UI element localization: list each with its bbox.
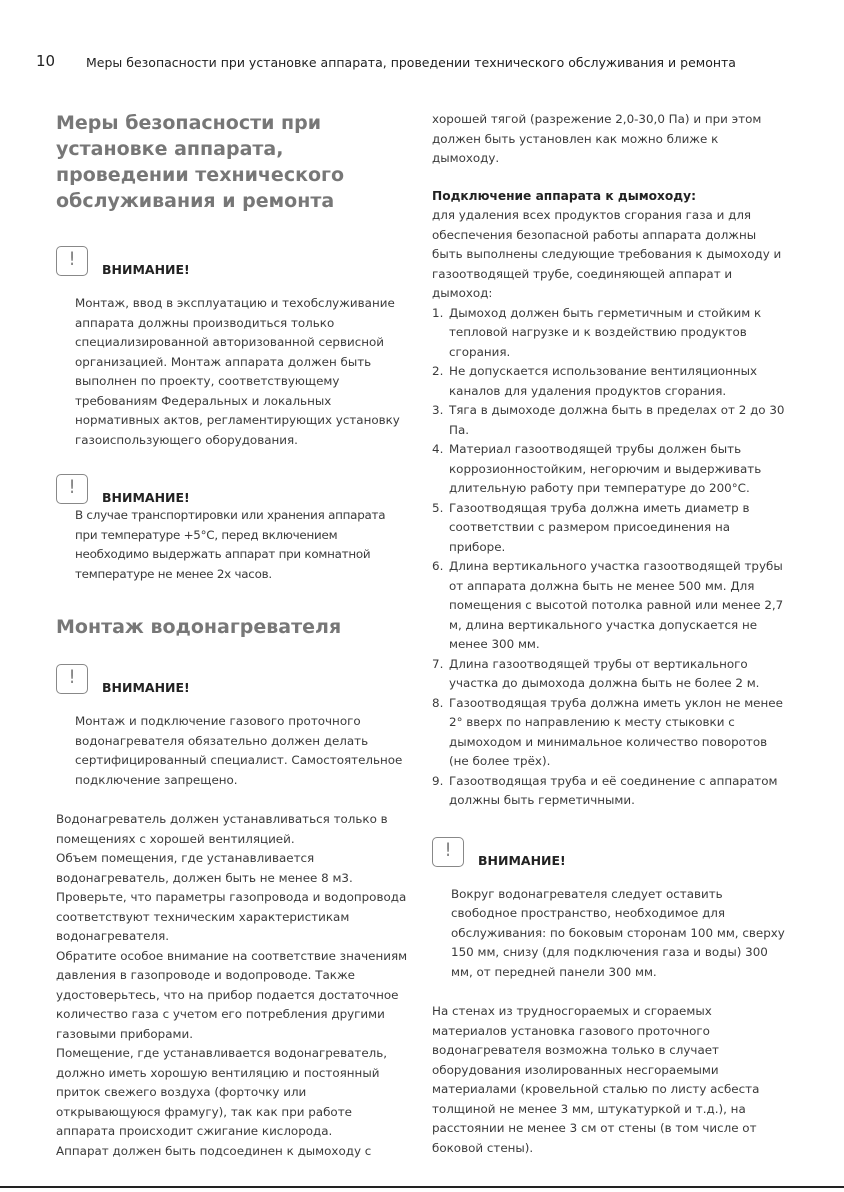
warning-text: В случае транспортировки или хранения аппарата при температуре +5°C, перед включением необходимо выдержать аппарат при комнатной температуре не менее 2х часов. (75, 508, 386, 581)
warning-exclamation-icon: ! (56, 474, 88, 504)
paragraph: для удаления всех продуктов сгорания газа и для обеспечения безопасной работы аппарата должны быть выполнены следующие требования к дымоходу и газоотводящей трубе, соединяющей аппарат и дымоход: (432, 208, 782, 300)
warning-label: ВНИМАНИЕ! (478, 852, 566, 868)
left-column (56, 110, 411, 1161)
footer-rule (0, 1186, 844, 1188)
section-title: Монтаж водонагревателя (56, 616, 342, 638)
requirements-list (432, 304, 788, 811)
warning-label: ВНИМАНИЕ! (102, 262, 190, 277)
paragraph: Проверьте, что параметры газопровода и водопровода соответствуют техническим характеристикам водонагревателя. (56, 890, 407, 943)
warning-exclamation-icon: ! (56, 246, 88, 276)
paragraph: На стенах из трудносгораемых и сгораемых материалов установка газового проточного водонагревателя возможна только в случает оборудования изолированных несгораемыми материалами (кровельной сталью по листу асбеста толщиной не менее 3 мм, штукатуркой и т.д.), на расстоянии не менее 3 см от стены (в том числе от боковой стены). (432, 1004, 760, 1155)
warning-block (56, 474, 411, 504)
page-header (36, 52, 804, 76)
warning-text: Монтаж и подключение газового проточного водонагревателя обязательно должен делать сертифицированный специалист. Самостоятельное подключение запрещено. (75, 714, 403, 787)
list-item: 5. Газоотводящая труба должна иметь диаметр в соответствии с размером присоединения на приборе. (432, 500, 750, 554)
list-item: 2. Не допускается использование вентиляционных каналов для удаления продуктов сгорания. (432, 364, 758, 398)
list-item: 3. Тяга в дымоходе должна быть в пределах от 2 до 30 Па. (432, 403, 785, 437)
warning-block (432, 837, 788, 867)
list-item: 8. Газоотводящая труба должна иметь уклон не менее 2° вверх по направлению к месту стыковки с дымоходом и минимальное количество поворотов (не более трёх). (432, 695, 783, 768)
warning-label: ВНИМАНИЕ! (102, 680, 190, 695)
paragraph: Аппарат должен быть подсоединен к дымоходу с (56, 1143, 372, 1158)
warning-exclamation-icon: ! (56, 664, 88, 694)
list-item: 4. Материал газоотводящей трубы должен быть коррозионностойким, негорючим и выдерживать длительную работу при температуре до 200°C. (432, 442, 762, 495)
page-number: 10 (36, 52, 56, 70)
list-item: 7. Длина газоотводящей трубы от вертикального участка до дымохода должна быть не более 2 м. (432, 656, 760, 690)
paragraph: Обратите особое внимание на соответствие значениям давления в газопроводе и водопроводе. Также удостоверьтесь, что на прибор подается достаточное количество газа с учетом его потребления другими газовыми приборами. (56, 948, 408, 1041)
subheading: Подключение аппарата к дымоходу: (432, 188, 696, 203)
list-item: 9. Газоотводящая труба и её соединение с аппаратом должны быть герметичными. (432, 773, 778, 807)
section-title: Меры безопасности при установке аппарата, проведении технического обслуживания и ремонта (56, 112, 345, 212)
paragraph: Водонагреватель должен устанавливаться только в помещениях с хорошей вентиляцией. (56, 812, 388, 846)
warning-block (56, 246, 411, 276)
warning-exclamation-icon: ! (432, 837, 464, 867)
paragraph: хорошей тягой (разрежение 2,0-30,0 Па) и при этом должен быть установлен как можно ближе к дымоходу. (432, 112, 762, 165)
right-column (432, 110, 788, 1158)
list-item: 1. Дымоход должен быть герметичным и стойким к тепловой нагрузке и к воздействию продуктов сгорания. (432, 305, 762, 359)
paragraph: Объем помещения, где устанавливается водонагреватель, должен быть не менее 8 м3. (56, 851, 353, 885)
warning-text: Монтаж, ввод в эксплуатацию и техобслуживание аппарата должны производиться только специализированной авторизованной сервисной организацией. Монтаж аппарата должен быть выполнен по проекту, соответствующему требованиям Федеральных и локальных нормативных актов, регламентирующих установку газоиспользующего оборудования. (75, 296, 400, 447)
warning-text: Вокруг водонагревателя следует оставить свободное пространство, необходимое для обслуживания: по боковым сторонам 100 мм, сверху 150 мм, снизу (для подключения газа и воды) 300 мм, от передней панели 300 мм. (451, 886, 785, 979)
running-header-title: Меры безопасности при установке аппарата, проведении технического обслуживания и ремонта (86, 55, 736, 70)
body-paragraphs (56, 810, 411, 1161)
paragraph: Помещение, где устанавливается водонагреватель, должно иметь хорошую вентиляцию и постоянный приток свежего воздуха (форточку или открывающуюся фрамугу), так как при работе аппарата происходит сжигание кислорода. (56, 1046, 388, 1138)
list-item: 6. Длина вертикального участка газоотводящей трубы от аппарата должна быть не менее 500 мм. Для помещения с высотой потолка равной или менее 2,7 м, длина вертикального участка допускается не менее 300 мм. (432, 559, 784, 651)
warning-block (56, 664, 411, 694)
warning-label: ВНИМАНИЕ! (102, 490, 190, 505)
